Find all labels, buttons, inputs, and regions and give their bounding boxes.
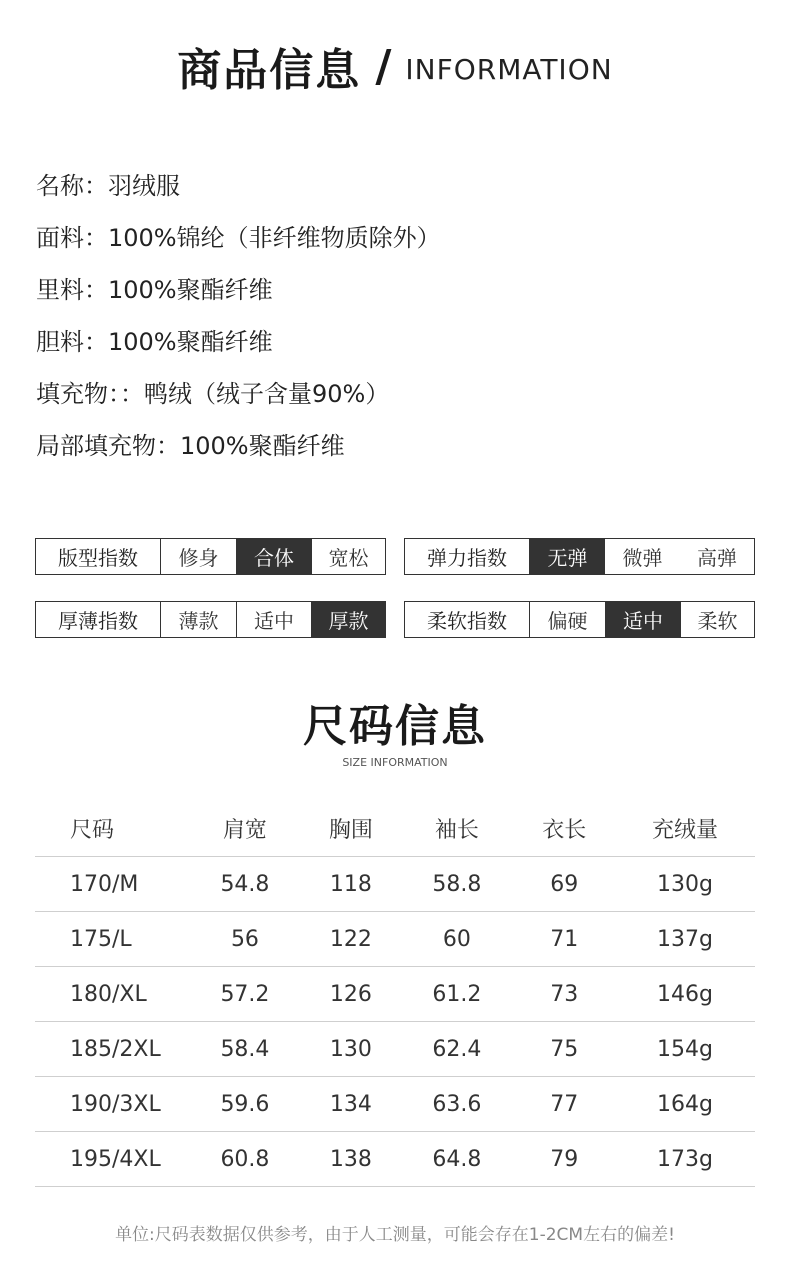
cell-size: 175/L	[70, 926, 132, 952]
cell-chest: 138	[329, 1146, 372, 1172]
cell-length: 79	[550, 1146, 579, 1172]
cell-shoulder: 58.4	[220, 1036, 270, 1062]
fit-option-regular: 合体	[236, 539, 311, 574]
fit-option-loose: 宽松	[311, 539, 385, 574]
table-row	[35, 1132, 755, 1187]
cell-size: 170/M	[70, 871, 139, 897]
softness-option-medium: 适中	[605, 602, 680, 637]
cell-chest: 118	[329, 871, 372, 897]
cell-length: 75	[550, 1036, 579, 1062]
cell-sleeve: 64.8	[432, 1146, 482, 1172]
elastic-option-slight: 微弹	[622, 546, 663, 570]
fit-index-label: 版型指数	[58, 546, 138, 570]
cell-shoulder: 57.2	[220, 981, 270, 1007]
size-section-title: 尺码信息	[303, 701, 487, 752]
cell-shoulder: 60.8	[220, 1146, 270, 1172]
info-fabric: 面料：100%锦纶（非纤维物质除外）	[36, 224, 441, 252]
thickness-index-table	[35, 601, 386, 638]
info-partial-filling: 局部填充物：100%聚酯纤维	[36, 432, 345, 460]
softness-option-soft: 柔软	[680, 602, 754, 637]
info-inner-lining: 胆料：100%聚酯纤维	[36, 328, 273, 356]
info-filling: 填充物：：鸭绒（绒子含量90%）	[36, 380, 390, 408]
header-title-cn: 商品信息	[177, 45, 362, 96]
cell-length: 73	[550, 981, 579, 1007]
table-row	[35, 912, 755, 967]
header-size: 尺码	[70, 817, 115, 843]
fit-option-slim: 修身	[160, 539, 236, 574]
cell-sleeve: 58.8	[432, 871, 482, 897]
header-title-en: INFORMATION	[405, 52, 613, 86]
cell-chest: 134	[329, 1091, 372, 1117]
product-info-list	[36, 160, 756, 472]
cell-fill-weight: 154g	[657, 1036, 713, 1062]
cell-fill-weight: 130g	[657, 871, 713, 897]
thickness-option-medium: 适中	[236, 602, 311, 637]
cell-length: 69	[550, 871, 579, 897]
cell-size: 190/3XL	[70, 1091, 161, 1117]
header-length: 衣长	[542, 817, 587, 843]
softness-index-table	[404, 601, 755, 638]
elastic-index-label: 弹力指数	[427, 546, 507, 570]
header-slash: /	[375, 40, 392, 92]
cell-length: 71	[550, 926, 579, 952]
info-lining: 里料：100%聚酯纤维	[36, 276, 273, 304]
elastic-index-table	[404, 538, 755, 575]
cell-fill-weight: 137g	[657, 926, 713, 952]
cell-length: 77	[550, 1091, 579, 1117]
cell-fill-weight: 164g	[657, 1091, 713, 1117]
header-chest: 胸围	[328, 817, 373, 843]
thickness-index-label: 厚薄指数	[58, 609, 138, 633]
cell-sleeve: 61.2	[432, 981, 482, 1007]
cell-sleeve: 60	[442, 926, 471, 952]
cell-size: 195/4XL	[70, 1146, 161, 1172]
table-row	[35, 857, 755, 912]
thickness-option-thick: 厚款	[311, 602, 385, 637]
elastic-option-none: 无弹	[529, 539, 605, 574]
elastic-option-high: 高弹	[697, 546, 737, 570]
cell-size: 185/2XL	[70, 1036, 161, 1062]
cell-size: 180/XL	[70, 981, 147, 1007]
fit-index-table	[35, 538, 386, 575]
table-row	[35, 1022, 755, 1077]
softness-index-label: 柔软指数	[427, 609, 507, 633]
header-shoulder: 肩宽	[222, 817, 267, 843]
header-sleeve: 袖长	[434, 817, 479, 843]
softness-option-hard: 偏硬	[529, 602, 605, 637]
cell-shoulder: 59.6	[220, 1091, 270, 1117]
size-table-header	[35, 800, 755, 857]
cell-fill-weight: 146g	[657, 981, 713, 1007]
info-name: 名称：羽绒服	[36, 172, 180, 200]
cell-chest: 122	[329, 926, 372, 952]
cell-sleeve: 62.4	[432, 1036, 482, 1062]
page-header	[0, 36, 790, 96]
cell-fill-weight: 173g	[657, 1146, 713, 1172]
table-row	[35, 967, 755, 1022]
cell-chest: 130	[329, 1036, 372, 1062]
measurement-footnote: 单位:尺码表数据仅供参考，由于人工测量，可能会存在1-2CM左右的偏差!	[115, 1225, 675, 1245]
cell-chest: 126	[329, 981, 372, 1007]
cell-sleeve: 63.6	[432, 1091, 482, 1117]
size-section-subtitle: SIZE INFORMATION	[342, 756, 448, 769]
table-row	[35, 1077, 755, 1132]
thickness-option-thin: 薄款	[160, 602, 236, 637]
cell-shoulder: 54.8	[220, 871, 270, 897]
cell-shoulder: 56	[230, 926, 259, 952]
size-table	[35, 800, 755, 1187]
header-fill-weight: 充绒量	[652, 817, 719, 843]
